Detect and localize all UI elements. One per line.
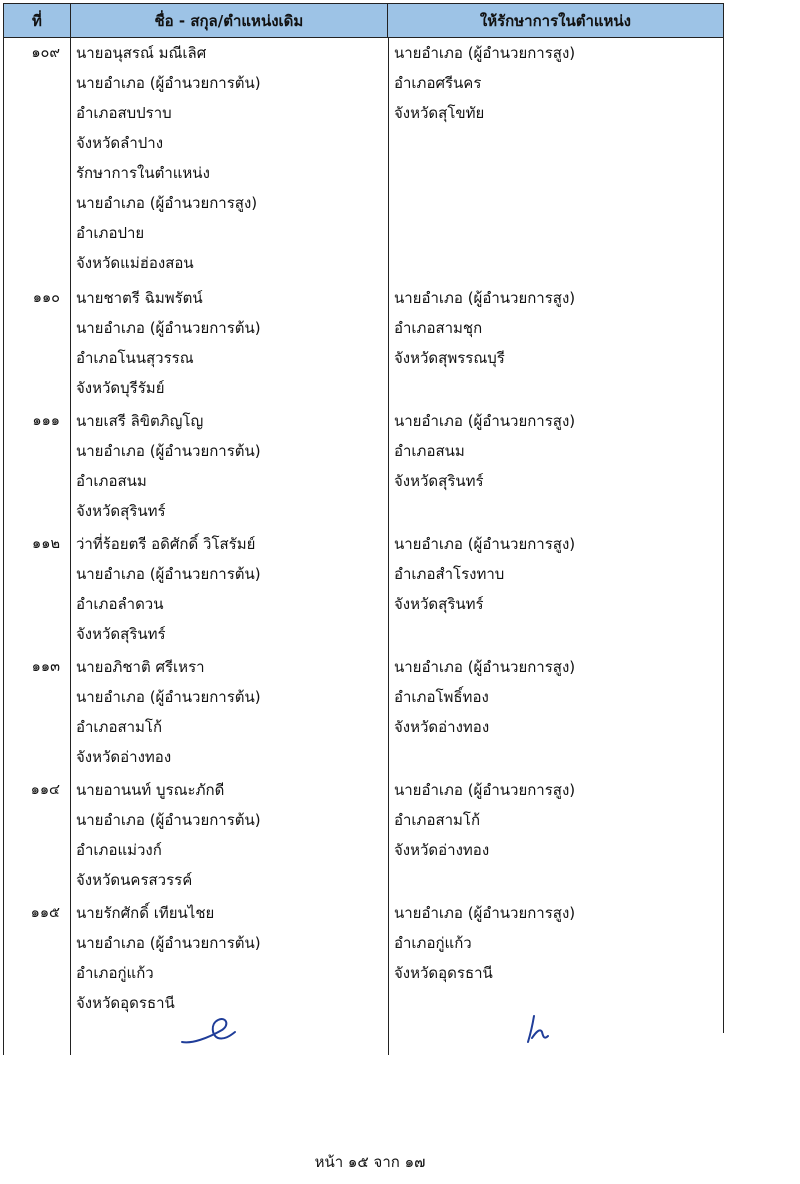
divider: [70, 38, 71, 1055]
appointment-table: [3, 3, 724, 1018]
former-position-line: อำเภอแม่วงก์: [76, 841, 162, 859]
acting-position-line: จังหวัดสุรินทร์: [394, 472, 484, 490]
former-position-cell: [70, 406, 388, 526]
record-list: [3, 38, 724, 1018]
former-position-line: นายอำเภอ (ผู้อำนวยการต้น): [76, 811, 261, 829]
acting-position-line: จังหวัดสุโขทัย: [394, 104, 485, 122]
former-position-line: จังหวัดบุรีรัมย์: [76, 379, 165, 397]
acting-position-line: อำเภอสนม: [394, 442, 465, 460]
former-position-line: จังหวัดสุรินทร์: [76, 502, 166, 520]
acting-position-line: อำเภอสามชุก: [394, 319, 483, 337]
record-number: ๑๑๔: [30, 782, 60, 798]
divider: [388, 38, 389, 1055]
former-position-line: นายอานนท์ บูรณะภักดี: [76, 781, 225, 799]
former-position-line: อำเภอสนม: [76, 472, 147, 490]
former-position-cell: [70, 775, 388, 895]
former-position-line: จังหวัดนครสวรรค์: [76, 871, 193, 889]
acting-position-line: นายอำเภอ (ผู้อำนวยการสูง): [394, 904, 576, 922]
former-position-line: นายอำเภอ (ผู้อำนวยการต้น): [76, 442, 261, 460]
acting-position-line: นายอำเภอ (ผู้อำนวยการสูง): [394, 658, 576, 676]
former-position-cell: [70, 283, 388, 403]
former-position-line: นายรักศักดิ์ เทียนไชย: [76, 904, 215, 922]
table-row: [3, 283, 724, 403]
table-body: [3, 38, 724, 1018]
acting-position-cell: [388, 775, 724, 895]
acting-position-line: จังหวัดอ่างทอง: [394, 841, 490, 859]
table-row: [3, 38, 724, 278]
former-position-line: นายอำเภอ (ผู้อำนวยการสูง): [76, 194, 258, 212]
former-position-line: รักษาการในตำแหน่ง: [76, 164, 210, 182]
acting-position-line: จังหวัดอุดรธานี: [394, 964, 493, 982]
table-row: [3, 775, 724, 895]
acting-position-cell: [388, 898, 724, 1018]
table-row: [3, 652, 724, 772]
former-position-line: นายอำเภอ (ผู้อำนวยการต้น): [76, 319, 261, 337]
page-footer: หน้า ๑๕ จาก ๑๗: [314, 1153, 426, 1171]
former-position-cell: [70, 652, 388, 772]
former-position-line: นายอภิชาติ ศรีเหรา: [76, 658, 205, 676]
acting-position-line: อำเภอศรีนคร: [394, 74, 482, 92]
acting-position-cell: [388, 529, 724, 649]
former-position-line: อำเภอปาย: [76, 224, 145, 242]
record-number: ๑๑๑: [32, 413, 60, 429]
former-position-line: อำเภอกู่แก้ว: [76, 964, 154, 982]
former-position-line: นายอนุสรณ์ มณีเลิศ: [76, 44, 207, 62]
acting-position-line: อำเภอสามโก้: [394, 811, 481, 829]
record-number: ๑๑๐: [32, 290, 60, 306]
header-acting-position: ให้รักษาการในตำแหน่ง: [479, 11, 632, 30]
former-position-line: ว่าที่ร้อยตรี อดิศักดิ์ วิโสรัมย์: [76, 535, 256, 553]
header-name-position: ชื่อ - สกุล/ตำแหน่งเดิม: [71, 4, 388, 37]
table-row: [3, 406, 724, 526]
former-position-cell: [70, 529, 388, 649]
former-position-line: จังหวัดสุรินทร์: [76, 625, 166, 643]
acting-position-cell: [388, 652, 724, 772]
former-position-line: อำเภอสามโก้: [76, 718, 163, 736]
divider: [723, 38, 724, 1033]
record-number: ๑๑๓: [31, 659, 60, 675]
acting-position-line: จังหวัดสุพรรณบุรี: [394, 349, 505, 367]
record-number: ๑๑๒: [32, 536, 60, 552]
former-position-line: จังหวัดอ่างทอง: [76, 748, 172, 766]
signature-left: [178, 1008, 238, 1050]
acting-position-line: นายอำเภอ (ผู้อำนวยการสูง): [394, 535, 576, 553]
former-position-line: อำเภอโนนสุวรรณ: [76, 349, 194, 367]
acting-position-line: อำเภอโพธิ์ทอง: [394, 688, 489, 706]
acting-position-cell: [388, 283, 724, 403]
acting-position-line: จังหวัดอ่างทอง: [394, 718, 490, 736]
former-position-line: จังหวัดลำปาง: [76, 134, 164, 152]
former-position-line: อำเภอสบปราบ: [76, 104, 172, 122]
table-header: [3, 3, 724, 38]
acting-position-line: นายอำเภอ (ผู้อำนวยการสูง): [394, 412, 576, 430]
acting-position-line: นายอำเภอ (ผู้อำนวยการสูง): [394, 44, 576, 62]
record-number: ๑๑๕: [30, 905, 60, 921]
former-position-line: นายอำเภอ (ผู้อำนวยการต้น): [76, 565, 261, 583]
former-position-line: นายชาตรี ฉิมพรัตน์: [76, 289, 203, 307]
former-position-line: จังหวัดแม่ฮ่องสอน: [76, 254, 194, 272]
header-no: ที่: [4, 4, 71, 37]
acting-position-cell: [388, 38, 724, 278]
former-position-line: อำเภอลำดวน: [76, 595, 164, 613]
former-position-cell: [70, 38, 388, 278]
acting-position-line: อำเภอสำโรงทาบ: [394, 565, 505, 583]
former-position-line: นายเสรี ลิขิตภิญโญ: [76, 412, 204, 430]
former-position-cell: [70, 898, 388, 1018]
acting-position-line: นายอำเภอ (ผู้อำนวยการสูง): [394, 289, 576, 307]
signature-right: [522, 1012, 556, 1048]
former-position-line: นายอำเภอ (ผู้อำนวยการต้น): [76, 688, 261, 706]
former-position-line: จังหวัดอุดรธานี: [76, 994, 175, 1012]
acting-position-line: จังหวัดสุรินทร์: [394, 595, 484, 613]
divider: [3, 38, 4, 1055]
former-position-line: นายอำเภอ (ผู้อำนวยการต้น): [76, 934, 261, 952]
former-position-line: นายอำเภอ (ผู้อำนวยการต้น): [76, 74, 261, 92]
acting-position-line: นายอำเภอ (ผู้อำนวยการสูง): [394, 781, 576, 799]
record-number: ๑๐๙: [31, 45, 60, 61]
table-row: [3, 898, 724, 1018]
table-row: [3, 529, 724, 649]
acting-position-line: อำเภอกู่แก้ว: [394, 934, 472, 952]
acting-position-cell: [388, 406, 724, 526]
